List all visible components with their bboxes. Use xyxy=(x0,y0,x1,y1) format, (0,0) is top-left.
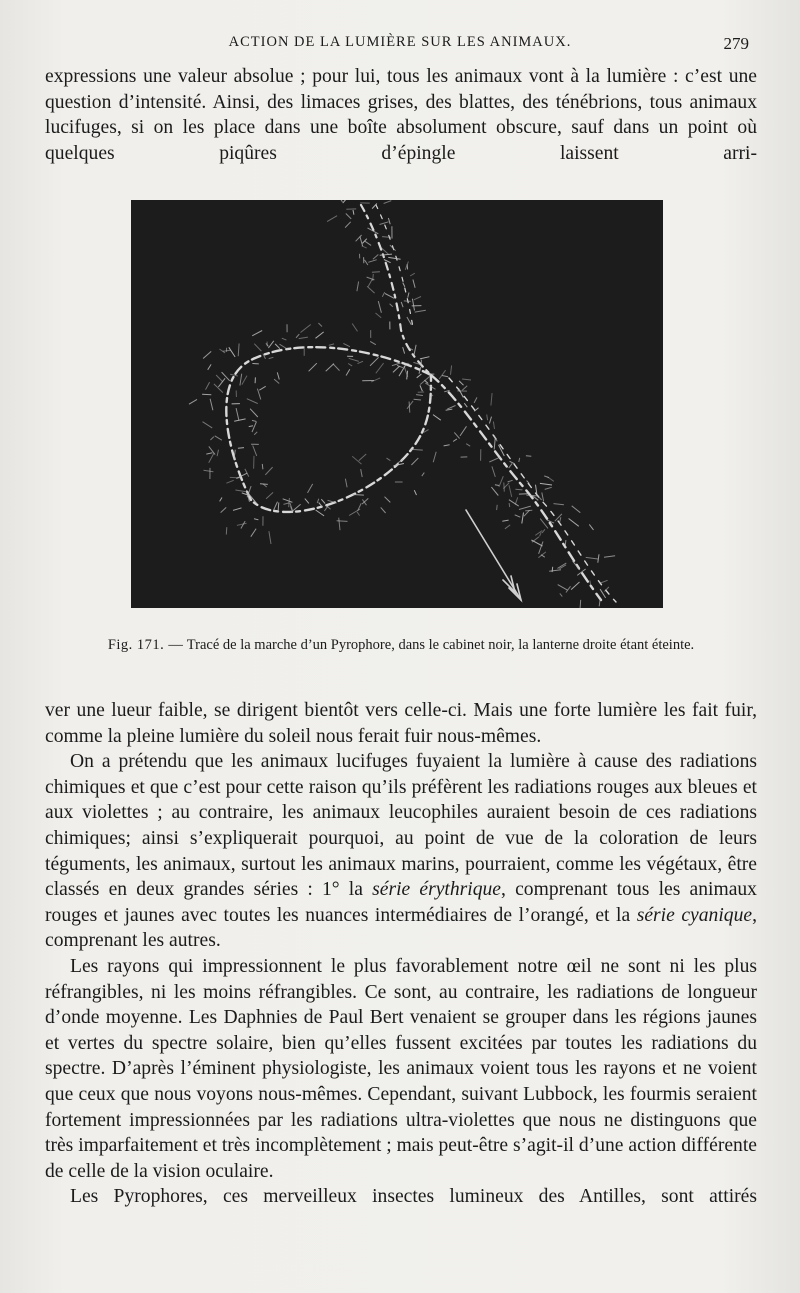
paragraph-series-pre: On a prétendu que les animaux lucifuges fuyaient la lumière à cause des radiations chimiques et que c’est pour cette raison qu’ils préfèrent les radiations rouges aux bleues et aux violettes ; au contraire, les animaux leucophiles auraient besoin de ces radiations chimiques; ainsi s’expliquerait pourquoi, au point de vue de la coloration de leurs téguments, les animaux, surtout les animaux marins, pourraient, comme les végétaux, être classés en deux grandes séries : 1° la xyxy=(45,751,757,901)
paragraph-rays: Les rayons qui impressionnent le plus favorablement notre œil ne sont ni les plus réfrangibles, ni les moins réfrangibles. Ce sont, au contraire, les radiations de longueur d’onde moyenne. Les Daphnies de Paul Bert venaient se grouper dans les régions jaunes et vertes du spectre solaire, bien qu’elles fussent excitées par toutes les radiations du spectre. D’après l’éminent physiologiste, les animaux voient tous les rayons et ne voient que ceux que nous voyons nous-mêmes. Cependant, suivant Lubbock, les fourmis seraient fortement impressionnées par les radiations ultra-violettes que nous ne distinguons que très imparfaitement et très incomplètement ; mais peut-être s’agit-il d’une action différente de celle de la vision oculaire. xyxy=(45,955,757,1182)
term-serie-erythrique: série érythrique xyxy=(372,879,502,901)
paragraph-before-figure xyxy=(45,64,757,166)
running-title: ACTION DE LA LUMIÈRE SUR LES ANIMAUX. xyxy=(228,34,572,50)
figure-caption-text: Tracé de la marche d’un Pyrophore, dans le cabinet noir, la lanterne droite étant éteinte. xyxy=(186,637,695,653)
body-text xyxy=(45,698,757,1210)
paragraph-series-post: , comprenant les autres. xyxy=(45,904,757,952)
term-serie-cyanique: série cyanique xyxy=(636,904,753,926)
figure-label: Fig. 171. — xyxy=(107,637,184,653)
figure-photograph xyxy=(131,200,663,608)
paragraph-text: expressions une valeur absolue ; pour lui, tous les animaux vont à la lumière : c’est une question d’intensité. Ainsi, des limaces grises, des blattes, des ténébrions, tous animaux lucifuges, si on les place dans une boîte absolument obscure, sauf dans un point où quelques piqûres d’épingle laissent arri- xyxy=(45,66,757,164)
page-number: 279 xyxy=(723,34,749,53)
paragraph-pyrophores: Les Pyrophores, ces merveilleux insectes lumineux des Antilles, sont attirés xyxy=(70,1186,757,1208)
paragraph-series-mid: , comprenant tous les animaux rouges et jaunes avec toutes les nuances intermédiaires de l’orangé, et la xyxy=(45,879,757,926)
paragraph-continued: ver une lueur faible, se dirigent bientôt vers celle-ci. Mais une forte lumière les fait fuir, comme la pleine lumière du soleil nous ferait fuir nous-mêmes. xyxy=(45,700,757,747)
pyrophore-trace-image xyxy=(131,200,663,608)
paragraph-series xyxy=(45,749,757,954)
running-head xyxy=(45,32,755,54)
figure-caption xyxy=(60,636,742,654)
